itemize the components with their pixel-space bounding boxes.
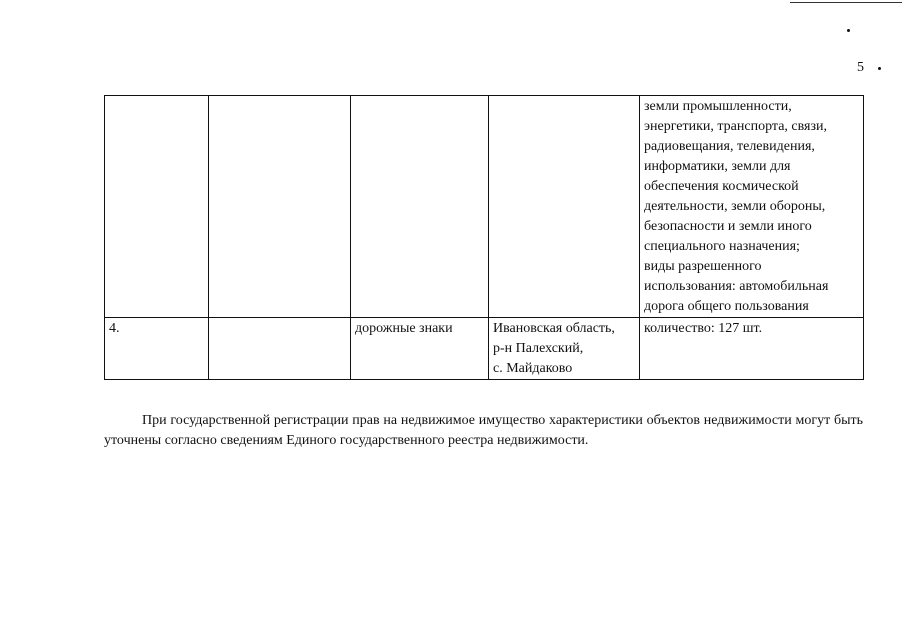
- registration-note: При государственной регистрации прав на недвижимое имущество характеристики объектов недвижимости могут быть уточнены согласно сведениям Единого государственного реестра недвижимости.: [104, 413, 863, 448]
- table-cell-number: 4.: [105, 318, 209, 380]
- table-cell-location: [489, 96, 640, 318]
- table-cell-object: [351, 96, 489, 318]
- table-cell-characteristics: количество: 127 шт.: [640, 318, 864, 380]
- table-cell-name: [209, 96, 351, 318]
- table-cell-number: [105, 96, 209, 318]
- table-row: [105, 96, 864, 318]
- table-cell-characteristics: земли промышленности, энергетики, транспорта, связи, радиовещания, телевидения, информатики, земли для обеспечения космической деятельности, земли обороны, безопасности и земли иного специального назначения; виды разрешенного использования: автомобильная дорога общего пользования: [640, 96, 864, 318]
- table-cell-object: дорожные знаки: [351, 318, 489, 380]
- register-table: [104, 95, 864, 380]
- table-cell-location: Ивановская область, р-н Палехский, с. Майдаково: [489, 318, 640, 380]
- table-row: [105, 318, 864, 380]
- table-cell-name: [209, 318, 351, 380]
- page-number: 5: [857, 60, 864, 75]
- header-rule: [790, 2, 902, 3]
- scan-mark-dot: [847, 29, 850, 32]
- scan-mark-dot: [878, 67, 881, 70]
